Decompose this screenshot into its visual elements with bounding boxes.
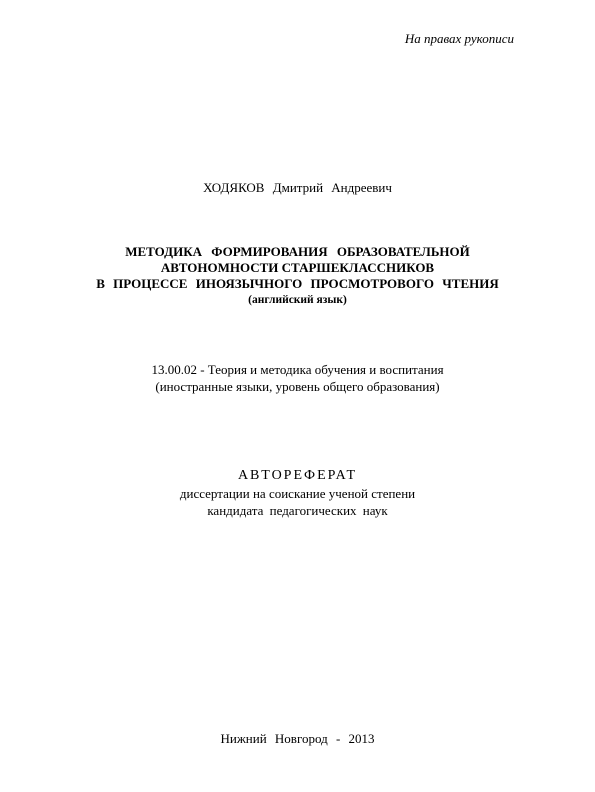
document-type: АВТОРЕФЕРАТ bbox=[237, 468, 358, 483]
title-line-1: МЕТОДИКА ФОРМИРОВАНИЯ ОБРАЗОВАТЕЛЬНОЙ bbox=[125, 244, 470, 259]
title-line-2: АВТОНОМНОСТИ СТАРШЕКЛАССНИКОВ bbox=[160, 260, 435, 275]
place-and-year: Нижний Новгород - 2013 bbox=[220, 731, 375, 746]
author-name: ХОДЯКОВ Дмитрий Андреевич bbox=[203, 180, 392, 195]
degree-line-2: кандидата педагогических наук bbox=[207, 503, 388, 518]
manuscript-rights-note: На правах рукописи bbox=[404, 31, 514, 46]
specialty-scope-line: (иностранные языки, уровень общего образования) bbox=[155, 379, 440, 394]
specialty-block bbox=[0, 361, 595, 395]
dissertation-title bbox=[0, 244, 595, 308]
specialty-code-line: 13.00.02 - Теория и методика обучения и воспитания bbox=[151, 362, 444, 377]
title-subtitle: (английский язык) bbox=[248, 294, 347, 306]
abstract-block bbox=[0, 467, 595, 519]
title-line-3: В ПРОЦЕССЕ ИНОЯЗЫЧНОГО ПРОСМОТРОВОГО ЧТЕНИЯ bbox=[96, 276, 499, 291]
degree-line-1: диссертации на соискание ученой степени bbox=[179, 486, 416, 501]
